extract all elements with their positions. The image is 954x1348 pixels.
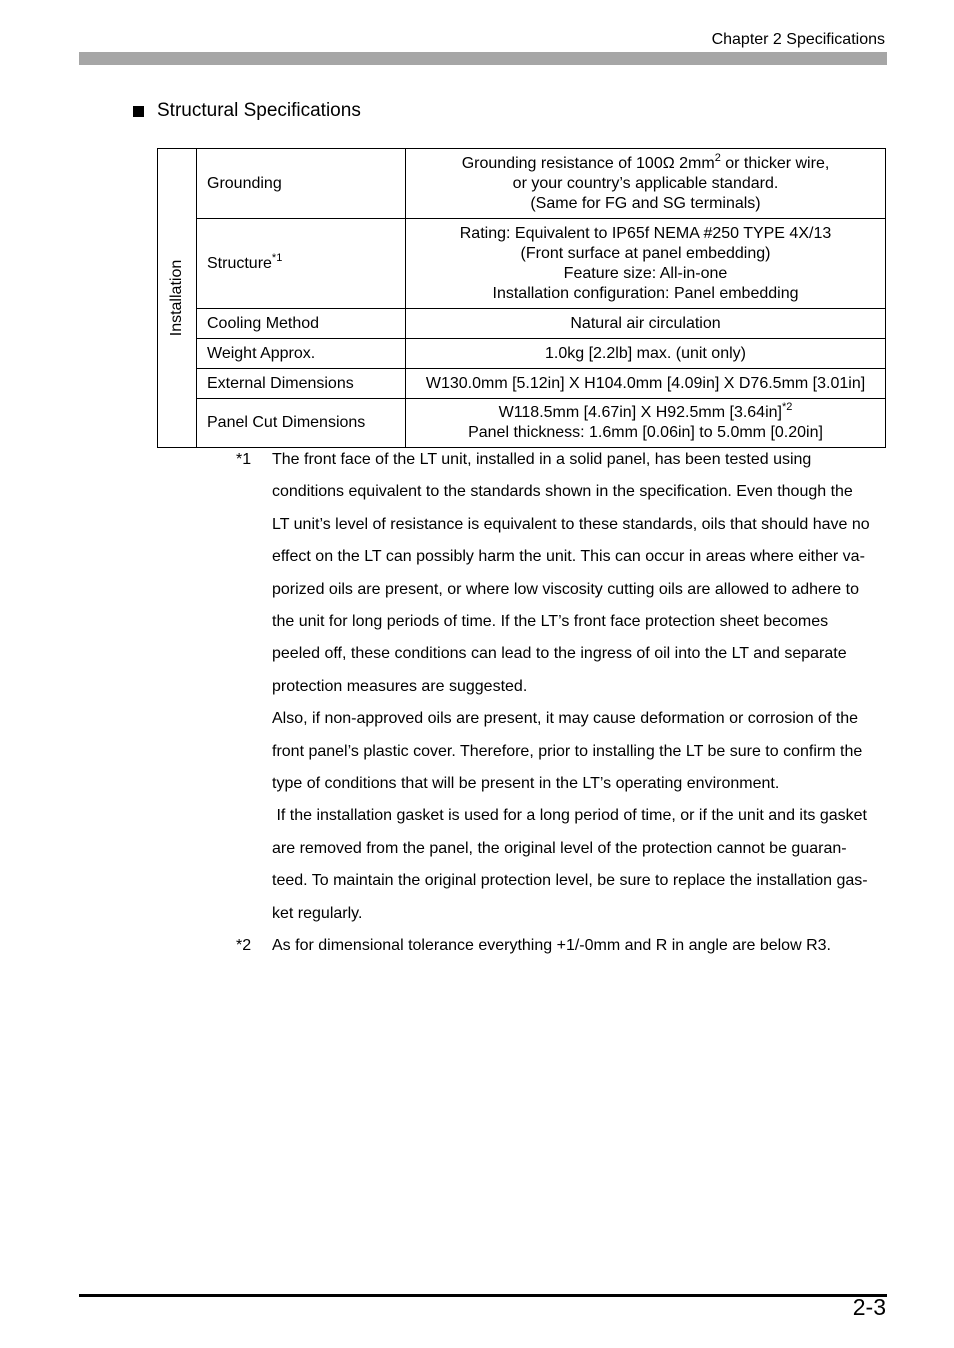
section-heading <box>133 100 361 122</box>
table-row <box>158 219 886 309</box>
table-row <box>158 149 886 219</box>
value-line: Installation configuration: Panel embedding <box>492 284 799 302</box>
footnote-mark: *1 <box>236 451 252 468</box>
value-cell <box>406 309 886 339</box>
table-row <box>158 339 886 369</box>
value-cell <box>406 219 886 309</box>
value-line: (Same for FG and SG terminals) <box>530 194 761 212</box>
value-line: W118.5mm [4.67in] X H92.5mm $[3.64in]^{*2}$ <box>498 401 793 421</box>
footnotes <box>236 444 886 963</box>
chapter-label: Chapter 2 Specifications <box>711 31 885 48</box>
group-cell <box>158 149 197 448</box>
footnote <box>236 930 886 962</box>
square-bullet-icon <box>133 106 144 117</box>
value-line: Panel thickness: 1.6mm [0.06in] to 5.0mm [0.20in] <box>468 424 823 441</box>
footer-line <box>79 1294 887 1297</box>
value-line: W130.0mm [5.12in] X H104.0mm [4.09in] X D76.5mm [3.01in] <box>425 374 866 392</box>
item-cell: Grounding <box>197 149 406 219</box>
item-cell: Structure$^{*1}$ <box>197 219 406 309</box>
item-cell: Panel Cut Dimensions <box>197 399 406 448</box>
page-number: 2-3 <box>852 1294 886 1320</box>
table-row <box>158 369 886 399</box>
value-line: 1.0kg [2.2lb] max. (unit only) <box>545 344 746 362</box>
footnote <box>236 444 886 930</box>
value-cell <box>406 149 886 219</box>
value-line: (Front surface at panel embedding) <box>520 244 771 262</box>
item-cell: Weight Approx. <box>197 339 406 369</box>
footnote-body: The front face of the LT unit, installed in a solid panel, has been tested using conditions equivalent to the standards shown in the specification. Even though the LT unit’s level of resistance is equivalent to these standards, oils that should have no effect on the LT can possibly harm the unit. This can occur in areas where either va- porized oils are present, or where low viscosity cutting oils are allowed to adhere to the unit for long periods of time. If the LT’s front face protection sheet becomes peeled off, these conditions can lead to the ingress of oil into the LT and separate protection measures are suggested. Also, if non-approved oils are present, it may cause deformation or corrosion of the front panel’s plastic cover. Therefore, prior to installing the LT be sure to confirm the type of conditions that will be present in the LT’s operating environment. If the installation gasket is used for a long period of time, or if the unit and its gasket are removed from the panel, the original level of the protection cannot be guaran- teed. To maintain the original protection level, be sure to replace the installation gas- ket regularly. <box>272 451 870 922</box>
footnote-ref: *1 <box>271 251 283 264</box>
footnote-mark: *2 <box>236 937 252 955</box>
header-bar <box>79 52 887 65</box>
value-line: Grounding resistance of 100Ω $2mm^2$ or thicker wire, <box>461 151 830 172</box>
table-row <box>158 309 886 339</box>
item-cell: Cooling Method <box>197 309 406 339</box>
structural-spec-table <box>157 148 886 448</box>
footnote-body: As for dimensional tolerance everything +1/-0mm and R in angle are below R3. <box>272 937 831 955</box>
section-title: Structural Specifications <box>157 100 361 121</box>
value-cell <box>406 399 886 448</box>
value-cell <box>406 369 886 399</box>
value-line: Feature size: All-in-one <box>563 264 728 282</box>
item-cell: External Dimensions <box>197 369 406 399</box>
value-line: or your country’s applicable standard. <box>512 174 779 192</box>
value-line: Natural air circulation <box>570 314 721 332</box>
table-row <box>158 399 886 448</box>
value-cell <box>406 339 886 369</box>
value-line: Rating: Equivalent to IP65f NEMA #250 TYPE 4X/13 <box>459 224 832 242</box>
footnote-ref: *2 <box>781 401 793 413</box>
group-label: Installation <box>168 259 185 337</box>
